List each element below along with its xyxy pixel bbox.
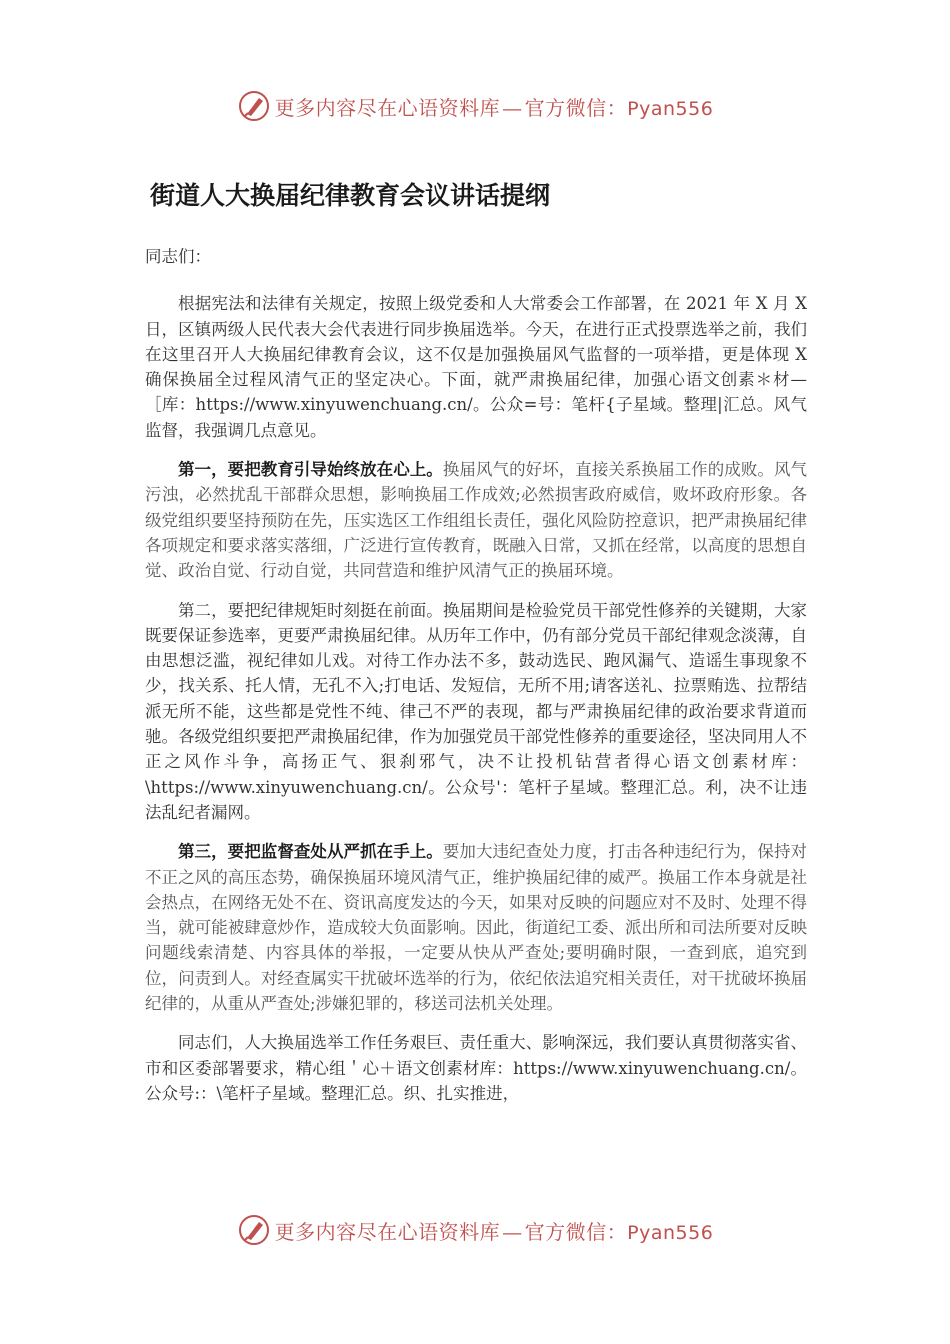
- banner-wechat-label: 官方微信：: [524, 95, 628, 120]
- paragraph-text: 根据宪法和法律有关规定，按照上级党委和人大常委会工作部署，在 2021 年 X 月 X 日，区镇两级人民代表大会代表进行同步换届选举。今天，在进行正式投票选举之前，我们在这里召开人大换届纪律教育会议，这不仅是加强换届风气监督的一项举措，更是体现 X 确保换届全过程风清气正的坚定决心。下面，就严肃换届纪律，加强心语文创素＊材—［库：https://www.xinyuwenchuang.cn/。公众=号：笔杆{子星域。整理|汇总。风气监督，我强调几点意见。: [145, 294, 807, 440]
- paragraph-third-point: [145, 839, 807, 1016]
- pen-nib-icon: [237, 1213, 271, 1247]
- paragraph-text: 同志们，人大换届选举工作任务艰巨、责任重大、影响深远，我们要认真贯彻落实省、市和区委部署要求，精心组＇心＋语文创素材库：https://www.xinyuwenchuang.cn/。公众号:：\笔杆子星域。整理汇总。织、扎实推进，: [145, 1033, 807, 1103]
- banner-content: [237, 89, 714, 123]
- document-title: 街道人大换届纪律教育会议讲话提纲: [150, 181, 551, 210]
- banner-slogan: 更多内容尽在心语资料库: [274, 95, 501, 120]
- banner-wechat-label: 官方微信：: [524, 1219, 628, 1244]
- paragraph-lead: 第一，要把教育引导始终放在心上。: [178, 460, 443, 480]
- paragraph-first-point: [145, 457, 807, 583]
- footer-watermark-banner: [0, 1208, 950, 1252]
- paragraph-text: 第二，要把纪律规矩时刻挺在前面。换届期间是检验党员干部党性修养的关键期，大家既要保证参选率，更要严肃换届纪律。从历年工作中，仍有部分党员干部纪律观念淡薄，自由思想泛滥，视纪律如儿戏。对待工作办法不多，鼓动选民、跑风漏气、造谣生事现象不少，找关系、托人情，无孔不入;打电话、发短信，无所不用;请客送礼、拉票贿选、拉帮结派无所不能，这些都是党性不纯、律己不严的表现，都与严肃换届纪律的政治要求背道而驰。各级党组织要把严肃换届纪律，作为加强党员干部党性修养的重要途径，坚决同用人不正之风作斗争，高扬正气、狠刹邪气，决不让投机钻营者得心语文创素材库：\https://www.xinyuwenchuang.cn/。公众号'：笔杆子星域。整理汇总。利，决不让违法乱纪者漏网。: [145, 600, 807, 822]
- paragraph-lead: 第三，要把监督查处从严抓在手上。: [178, 842, 443, 862]
- banner-text: [275, 92, 714, 121]
- salutation: 同志们：: [145, 247, 211, 266]
- document-body: [145, 244, 807, 1120]
- paragraph-text: 换届风气的好坏，直接关系换届工作的成败。风气污浊，必然扰乱干部群众思想，影响换届工作成效;必然损害政府威信，败坏政府形象。各级党组织要坚持预防在先，压实选区工作组组长责任，强化风险防控意识，把严肃换届纪律各项规定和要求落实落细，广泛进行宣传教育，既融入日常，又抓在经常，以高度的思想自觉、政治自觉、行动自觉，共同营造和维护风清气正的换届环境。: [145, 460, 808, 581]
- banner-wechat-id: Pyan556: [627, 97, 714, 120]
- banner-text: [275, 1216, 714, 1245]
- banner-content: [237, 1213, 714, 1247]
- paragraph-closing: [145, 1030, 807, 1106]
- paragraph-second-point: [145, 598, 807, 826]
- banner-dash: —: [502, 1219, 523, 1244]
- paragraph-intro: [145, 291, 807, 443]
- pen-nib-icon: [237, 89, 271, 123]
- banner-dash: —: [502, 95, 523, 120]
- header-watermark-banner: [0, 84, 950, 128]
- banner-slogan: 更多内容尽在心语资料库: [274, 1219, 501, 1244]
- paragraph-text: 要加大违纪查处力度，打击各种违纪行为，保持对不正之风的高压态势，确保换届环境风清气正，维护换届纪律的威严。换届工作本身就是社会热点，在网络无处不在、资讯高度发达的今天，如果对反映的问题应对不及时、处理不得当，就可能被肆意炒作，造成较大负面影响。因此，街道纪工委、派出所和司法所要对反映问题线索清楚、内容具体的举报，一定要从快从严查处;要明确时限，一查到底，追究到位，问责到人。对经查属实干扰破坏选举的行为，依纪依法追究相关责任，对干扰破坏换届纪律的，从重从严查处;涉嫌犯罪的，移送司法机关处理。: [145, 842, 808, 1014]
- banner-wechat-id: Pyan556: [627, 1221, 714, 1244]
